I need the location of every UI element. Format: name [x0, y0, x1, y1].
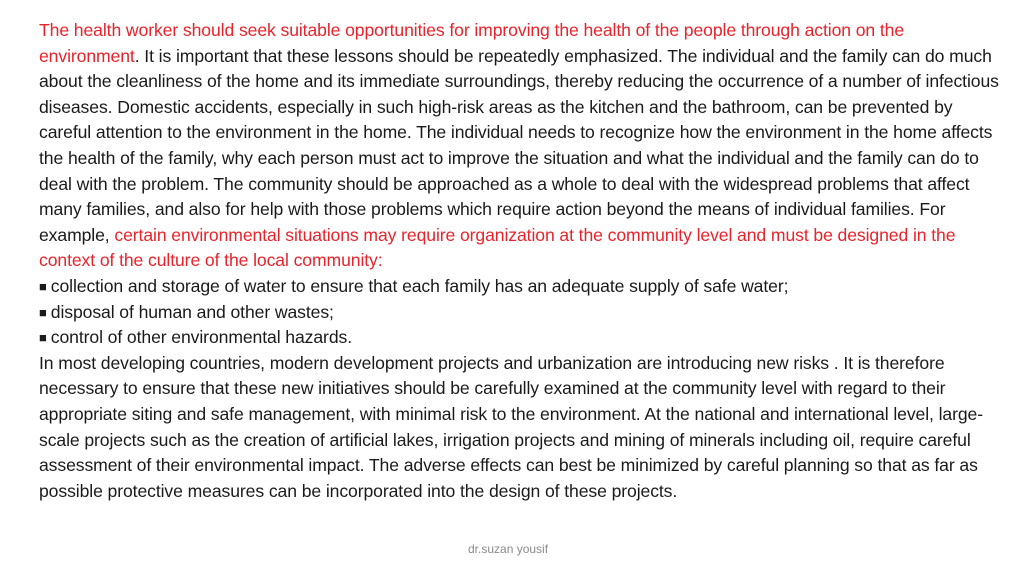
list-item-text: disposal of human and other wastes;: [50, 301, 334, 322]
square-bullet-icon: ■: [39, 330, 47, 346]
list-item-text: collection and storage of water to ensure that each family has an adequate supply of safe water;: [50, 275, 789, 296]
footer-author: dr.suzan yousif: [468, 542, 549, 556]
closing-paragraph: In most developing countries, modern development projects and urbanization are introducing new risks . It is therefore necessary to ensure that these new initiatives should be carefully examined at the community level with regard to their appropriate siting and safe management, with minimal risk to the environment. At the national and international level, large-scale projects such as the creation of artificial lakes, irrigation projects and mining of minerals including oil, require careful assessment of their environmental impact. The adverse effects can best be minimized by careful planning so that as far as possible protective measures can be incorporated into the design of these projects.: [39, 352, 983, 501]
intro-body-text: It is important that these lessons should be repeatedly emphasized. The individual and the family can do much about the cleanliness of the home and its immediate surroundings, thereby reducing the occurrence of a number of infectious diseases. Domestic accidents, especially in such high-risk areas as the kitchen and the bathroom, can be prevented by careful attention to the environment in the home. The individual needs to recognize how the environment in the home affects the health of the family, why each person must act to improve the situation and what the individual and the family can do to deal with the problem. The community should be approached as a whole to deal with the widespread problems that affect many families, and also for help with those problems which require action beyond the means of individual families. For example,: [39, 45, 999, 245]
lead-punctuation: .: [134, 45, 140, 66]
list-item: [39, 325, 1004, 351]
list-item: [39, 274, 1004, 300]
bullet-list: [39, 274, 1004, 351]
highlight-lead: The health worker should seek suitable opportunities for improving the health of the people through action on the environment: [39, 20, 905, 66]
intro-paragraph: [39, 18, 1004, 274]
list-item-text: control of other environmental hazards.: [50, 327, 352, 348]
slide-body: [39, 18, 1004, 504]
square-bullet-icon: ■: [39, 278, 47, 294]
highlight-tail: certain environmental situations may require organization at the community level and must be designed in the context of the culture of the local community:: [39, 224, 956, 271]
square-bullet-icon: ■: [39, 304, 47, 320]
list-item: [39, 300, 1004, 326]
